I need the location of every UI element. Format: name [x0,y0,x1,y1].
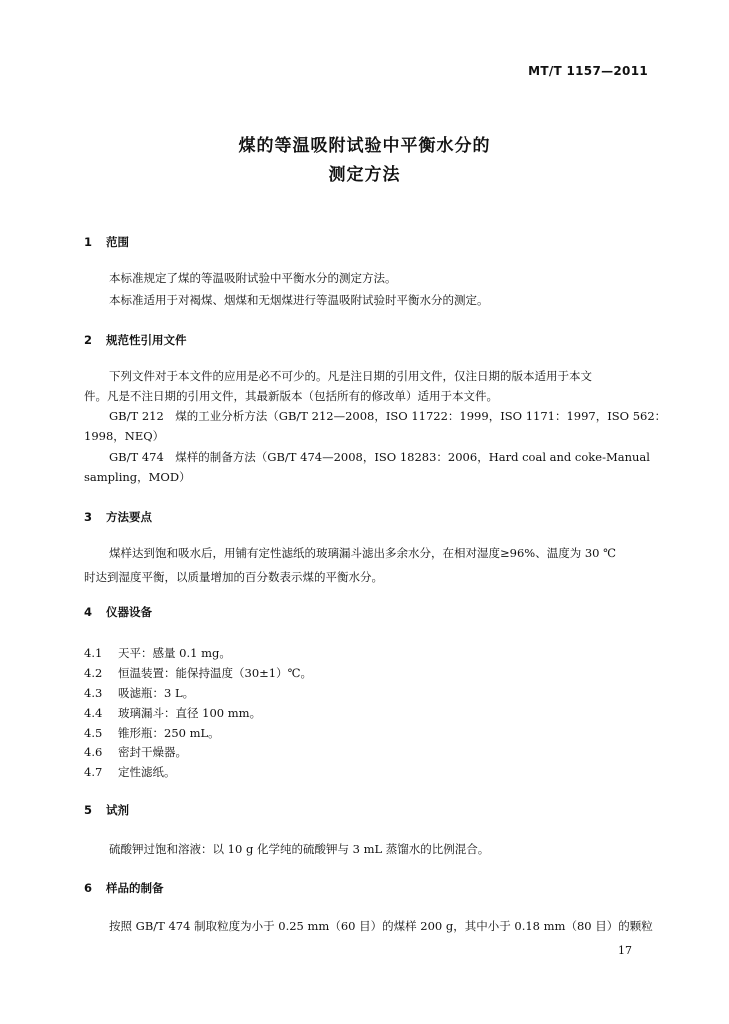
section-heading-apparatus [84,604,152,620]
equipment-item [84,705,261,721]
section-number: 2 [84,333,93,347]
item-number: 4.4 [84,706,103,720]
section-title: 方法要点 [106,510,152,524]
section-number: 6 [84,881,93,895]
item-text: 玻璃漏斗：直径 100 mm。 [118,706,262,720]
item-text: 定性滤纸。 [118,765,176,779]
reference-continuation: 1998，NEQ） [84,429,165,443]
item-number: 4.5 [84,726,103,740]
section-title: 试剂 [106,803,129,817]
page-number: 17 [618,944,632,957]
equipment-item [84,645,231,661]
paragraph: 本标准规定了煤的等温吸附试验中平衡水分的测定方法。 [109,271,397,285]
paragraph: 下列文件对于本文件的应用是必不可少的。凡是注日期的引用文件，仅注日期的版本适用于本文 [109,369,592,383]
paragraph: 本标准适用于对褐煤、烟煤和无烟煤进行等温吸附试验时平衡水分的测定。 [109,293,489,307]
reference-continuation: sampling，MOD） [84,470,191,484]
item-number: 4.1 [84,646,103,660]
section-number: 4 [84,605,93,619]
paragraph: 硫酸钾过饱和溶液：以 10 g 化学纯的硫酸钾与 3 mL 蒸馏水的比例混合。 [109,842,490,856]
item-text: 锥形瓶：250 mL。 [118,726,220,740]
equipment-item [84,665,312,681]
document-title-line2: 测定方法 [328,165,401,185]
paragraph-continuation: 时达到湿度平衡，以质量增加的百分数表示煤的平衡水分。 [84,570,383,584]
item-number: 4.7 [84,765,103,779]
section-heading-scope [84,234,129,250]
section-number: 1 [84,235,93,249]
item-text: 吸滤瓶：3 L。 [118,686,195,700]
item-number: 4.6 [84,745,103,759]
section-title: 样品的制备 [106,881,164,895]
item-number: 4.3 [84,686,103,700]
paragraph-continuation: 件。凡是不注日期的引用文件，其最新版本（包括所有的修改单）适用于本文件。 [84,389,498,403]
section-title: 规范性引用文件 [106,333,187,347]
paragraph: 按照 GB/T 474 制取粒度为小于 0.25 mm（60 目）的煤样 200 g，其中小于 0.18 mm（80 目）的颗粒 [109,919,653,933]
section-number: 3 [84,510,93,524]
section-heading-method-principle [84,509,152,525]
section-heading-normative-references [84,332,187,348]
equipment-item [84,764,176,780]
reference-entry: GB/T 474 煤样的制备方法（GB/T 474—2008，ISO 18283：2006，Hard coal and coke-Manual [109,450,650,464]
paragraph: 煤样达到饱和吸水后，用铺有定性滤纸的玻璃漏斗滤出多余水分，在相对湿度≥96%、温度为 30 ℃ [109,546,617,560]
item-text: 密封干燥器。 [118,745,187,759]
section-title: 范围 [106,235,129,249]
reference-entry: GB/T 212 煤的工业分析方法（GB/T 212—2008，ISO 11722：1999，ISO 1171：1997，ISO 562： [109,409,667,423]
section-title: 仪器设备 [106,605,152,619]
item-text: 天平：感量 0.1 mg。 [118,646,231,660]
section-heading-sample-preparation [84,880,164,896]
equipment-item [84,744,187,760]
document-title-line1: 煤的等温吸附试验中平衡水分的 [238,136,491,156]
item-number: 4.2 [84,666,103,680]
equipment-item [84,685,194,701]
section-heading-reagents [84,802,129,818]
item-text: 恒温装置：能保持温度（30±1）℃。 [118,666,312,680]
standard-code: MT/T 1157—2011 [528,64,648,78]
equipment-item [84,725,220,741]
section-number: 5 [84,803,93,817]
